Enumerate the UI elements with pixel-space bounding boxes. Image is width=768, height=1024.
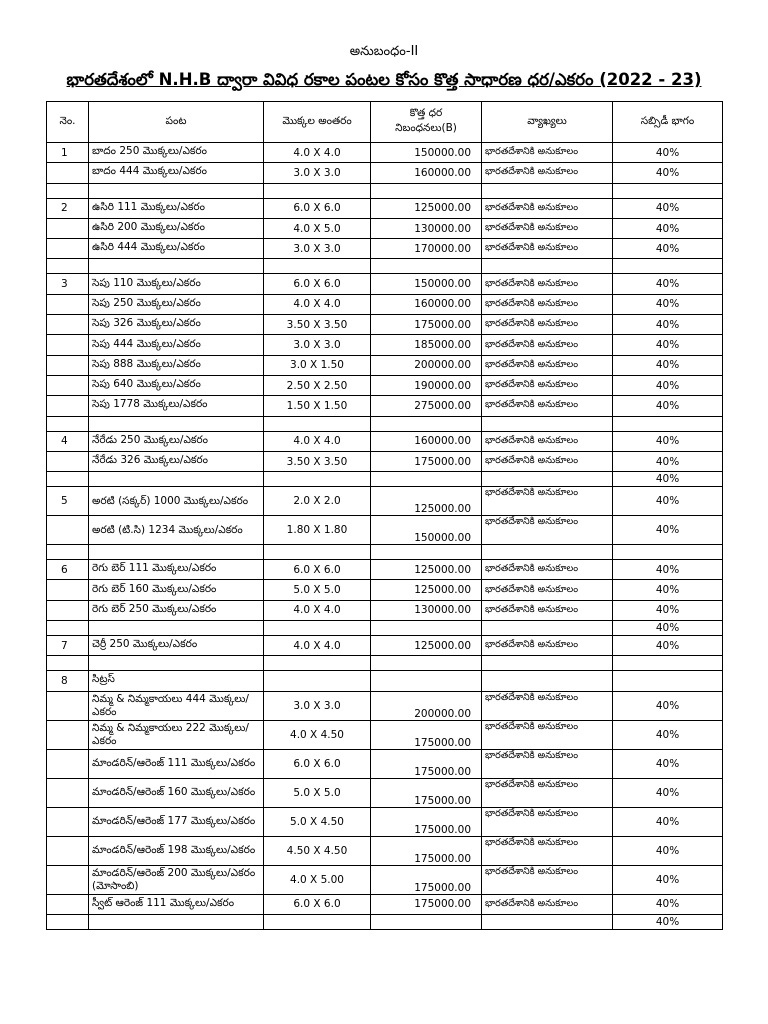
subsidy-cell: 40% — [613, 294, 723, 314]
table-spacer-row — [47, 259, 723, 274]
subsidy-cell: 40% — [613, 396, 723, 416]
header-no: నెం. — [47, 102, 89, 143]
row-number-cell — [47, 749, 89, 778]
crop-cell: బాదం 444 మొక్కలు/ఎకరం — [89, 163, 264, 183]
remark-cell: భారతదేశానికి అనుకూలం — [482, 431, 613, 451]
cost-cell: 160000.00 — [371, 163, 482, 183]
remark-cell: భారతదేశానికి అనుకూలం — [482, 396, 613, 416]
subsidy-cell: 40% — [613, 621, 723, 636]
row-number-cell — [47, 621, 89, 636]
spacing-cell: 4.0 X 4.0 — [264, 143, 371, 163]
spacing-cell: 4.0 X 4.0 — [264, 431, 371, 451]
table-spacer-row — [47, 183, 723, 198]
crop-cell: అరటి (సక్కర్) 1000 మొక్కలు/ఎకరం — [89, 487, 264, 516]
cost-cell: 175000.00 — [371, 865, 482, 894]
crop-cell: నేరేడు 326 మొక్కలు/ఎకరం — [89, 451, 264, 471]
table-row — [47, 335, 723, 355]
remark-cell: భారతదేశానికి అనుకూలం — [482, 315, 613, 335]
remark-cell: భారతదేశానికి అనుకూలం — [482, 516, 613, 545]
spacing-cell: 6.0 X 6.0 — [264, 560, 371, 580]
row-number-cell — [47, 865, 89, 894]
row-number-cell: 6 — [47, 560, 89, 580]
cost-cell: 185000.00 — [371, 335, 482, 355]
crop-cell: సెపు 444 మొక్కలు/ఎకరం — [89, 335, 264, 355]
subsidy-cell: 40% — [613, 472, 723, 487]
cost-cell: 125000.00 — [371, 580, 482, 600]
spacing-cell — [264, 671, 371, 691]
table-row — [47, 836, 723, 865]
subsidy-cell — [613, 656, 723, 671]
row-number-cell — [47, 183, 89, 198]
remark-cell: భారతదేశానికి అనుకూలం — [482, 355, 613, 375]
remark-cell: భారతదేశానికి అనుకూలం — [482, 749, 613, 778]
cost-cell: 175000.00 — [371, 894, 482, 914]
cost-cell: 175000.00 — [371, 836, 482, 865]
row-number-cell — [47, 259, 89, 274]
row-number-cell — [47, 218, 89, 238]
spacing-cell — [264, 416, 371, 431]
cost-cell — [371, 259, 482, 274]
spacing-cell: 3.0 X 3.0 — [264, 691, 371, 720]
crop-cell: రెగు బెర్ 111 మొక్కలు/ఎకరం — [89, 560, 264, 580]
row-number-cell — [47, 451, 89, 471]
table-row — [47, 807, 723, 836]
table-row — [47, 315, 723, 335]
row-number-cell — [47, 472, 89, 487]
remark-cell — [482, 914, 613, 929]
table-row — [47, 294, 723, 314]
subsidy-cell: 40% — [613, 691, 723, 720]
row-number-cell — [47, 315, 89, 335]
row-number-cell — [47, 163, 89, 183]
table-header-row — [47, 102, 723, 143]
table-row — [47, 749, 723, 778]
subsidy-cell: 40% — [613, 431, 723, 451]
cost-cell: 130000.00 — [371, 600, 482, 620]
table-spacer-row — [47, 472, 723, 487]
remark-cell — [482, 183, 613, 198]
remark-cell: భారతదేశానికి అనుకూలం — [482, 865, 613, 894]
row-number-cell — [47, 600, 89, 620]
remark-cell: భారతదేశానికి అనుకూలం — [482, 375, 613, 395]
crop-cell: ఉసిరి 111 మొక్కలు/ఎకరం — [89, 198, 264, 218]
subsidy-cell: 40% — [613, 143, 723, 163]
crop-cell — [89, 259, 264, 274]
table-row — [47, 560, 723, 580]
subsidy-cell: 40% — [613, 580, 723, 600]
table-row — [47, 274, 723, 294]
cost-cell: 200000.00 — [371, 355, 482, 375]
cost-cell: 125000.00 — [371, 487, 482, 516]
row-number-cell: 5 — [47, 487, 89, 516]
crop-cell: మాండరిన్/ఆరెంజ్ 200 మొక్కలు/ఎకరం (మోసాంబి) — [89, 865, 264, 894]
spacing-cell: 3.0 X 3.0 — [264, 239, 371, 259]
table-row — [47, 636, 723, 656]
table-row — [47, 355, 723, 375]
cost-cell: 170000.00 — [371, 239, 482, 259]
cost-cell: 175000.00 — [371, 720, 482, 749]
crop-cell: ఉసిరి 200 మొక్కలు/ఎకరం — [89, 218, 264, 238]
remark-cell: భారతదేశానికి అనుకూలం — [482, 600, 613, 620]
crop-cell: మాండరిన్/ఆరెంజ్ 160 మొక్కలు/ఎకరం — [89, 778, 264, 807]
crop-cell: అరటి (టి.సి) 1234 మొక్కలు/ఎకరం — [89, 516, 264, 545]
subsidy-cell: 40% — [613, 778, 723, 807]
crop-cell: రెగు బెర్ 160 మొక్కలు/ఎకరం — [89, 580, 264, 600]
table-row — [47, 218, 723, 238]
remark-cell: భారతదేశానికి అనుకూలం — [482, 143, 613, 163]
remark-cell: భారతదేశానికి అనుకూలం — [482, 239, 613, 259]
spacing-cell: 3.50 X 3.50 — [264, 315, 371, 335]
table-row — [47, 163, 723, 183]
subsidy-cell: 40% — [613, 239, 723, 259]
cost-cell — [371, 621, 482, 636]
cost-cell: 200000.00 — [371, 691, 482, 720]
row-number-cell: 4 — [47, 431, 89, 451]
subsidy-cell: 40% — [613, 163, 723, 183]
table-row — [47, 451, 723, 471]
crop-cell: స్వీట్ ఆరెంజ్ 111 మొక్కలు/ఎకరం — [89, 894, 264, 914]
crop-cell — [89, 472, 264, 487]
crop-cell: నిమ్మ & నిమ్మకాయలు 222 మొక్కలు/ఎకరం — [89, 720, 264, 749]
row-number-cell — [47, 914, 89, 929]
table-row — [47, 671, 723, 691]
crop-cell — [89, 656, 264, 671]
cost-cell: 190000.00 — [371, 375, 482, 395]
spacing-cell: 2.0 X 2.0 — [264, 487, 371, 516]
remark-cell: భారతదేశానికి అనుకూలం — [482, 198, 613, 218]
remark-cell: భారతదేశానికి అనుకూలం — [482, 720, 613, 749]
subsidy-cell: 40% — [613, 914, 723, 929]
cost-cell: 175000.00 — [371, 778, 482, 807]
table-row — [47, 431, 723, 451]
row-number-cell: 8 — [47, 671, 89, 691]
header-remarks: వ్యాఖ్యలు — [482, 102, 613, 143]
table-row — [47, 396, 723, 416]
remark-cell: భారతదేశానికి అనుకూలం — [482, 691, 613, 720]
crop-cell: సెపు 1778 మొక్కలు/ఎకరం — [89, 396, 264, 416]
row-number-cell: 2 — [47, 198, 89, 218]
cost-cell: 125000.00 — [371, 636, 482, 656]
cost-cell: 130000.00 — [371, 218, 482, 238]
crop-cell: బాదం 250 మొక్కలు/ఎకరం — [89, 143, 264, 163]
row-number-cell — [47, 807, 89, 836]
header-cost-line2: నిబంధనలు(B) — [395, 122, 457, 134]
subsidy-cell: 40% — [613, 600, 723, 620]
spacing-cell — [264, 183, 371, 198]
remark-cell: భారతదేశానికి అనుకూలం — [482, 560, 613, 580]
subsidy-cell — [613, 259, 723, 274]
table-row — [47, 198, 723, 218]
crop-cell: నేరేడు 250 మొక్కలు/ఎకరం — [89, 431, 264, 451]
subsidy-cell: 40% — [613, 451, 723, 471]
spacing-cell: 1.50 X 1.50 — [264, 396, 371, 416]
crop-cell: సిట్రస్ — [89, 671, 264, 691]
table-row — [47, 239, 723, 259]
row-number-cell — [47, 294, 89, 314]
table-spacer-row — [47, 621, 723, 636]
remark-cell — [482, 545, 613, 560]
cost-cell: 150000.00 — [371, 143, 482, 163]
row-number-cell: 1 — [47, 143, 89, 163]
subsidy-cell: 40% — [613, 355, 723, 375]
header-crop: పంట — [89, 102, 264, 143]
table-row — [47, 720, 723, 749]
spacing-cell — [264, 472, 371, 487]
crop-cell: చెర్రీ 250 మొక్కలు/ఎకరం — [89, 636, 264, 656]
row-number-cell: 7 — [47, 636, 89, 656]
table-spacer-row — [47, 545, 723, 560]
crop-cell: మాండరిన్/ఆరెంజ్ 177 మొక్కలు/ఎకరం — [89, 807, 264, 836]
remark-cell: భారతదేశానికి అనుకూలం — [482, 294, 613, 314]
cost-cell: 125000.00 — [371, 198, 482, 218]
row-number-cell — [47, 396, 89, 416]
subsidy-cell: 40% — [613, 836, 723, 865]
spacing-cell: 5.0 X 5.0 — [264, 580, 371, 600]
row-number-cell — [47, 375, 89, 395]
remark-cell — [482, 621, 613, 636]
crop-cell: మాండరిన్/ఆరెంజ్ 111 మొక్కలు/ఎకరం — [89, 749, 264, 778]
spacing-cell: 4.0 X 4.0 — [264, 294, 371, 314]
remark-cell — [482, 671, 613, 691]
table-row — [47, 865, 723, 894]
crop-cell: నిమ్మ & నిమ్మకాయలు 444 మొక్కలు/ఎకరం — [89, 691, 264, 720]
subsidy-cell: 40% — [613, 807, 723, 836]
cost-cell: 175000.00 — [371, 749, 482, 778]
crop-cell — [89, 545, 264, 560]
row-number-cell — [47, 894, 89, 914]
table-row — [47, 375, 723, 395]
cost-cell: 175000.00 — [371, 807, 482, 836]
table-spacer-row — [47, 656, 723, 671]
row-number-cell — [47, 656, 89, 671]
row-number-cell — [47, 545, 89, 560]
remark-cell: భారతదేశానికి అనుకూలం — [482, 274, 613, 294]
spacing-cell: 4.0 X 5.00 — [264, 865, 371, 894]
spacing-cell: 3.0 X 1.50 — [264, 355, 371, 375]
subsidy-cell: 40% — [613, 335, 723, 355]
cost-cell — [371, 416, 482, 431]
cost-cell — [371, 671, 482, 691]
cost-cell: 160000.00 — [371, 294, 482, 314]
header-subsidy: సబ్సిడీ భాగం — [613, 102, 723, 143]
remark-cell: భారతదేశానికి అనుకూలం — [482, 778, 613, 807]
spacing-cell: 2.50 X 2.50 — [264, 375, 371, 395]
crop-cell — [89, 416, 264, 431]
remark-cell: భారతదేశానికి అనుకూలం — [482, 836, 613, 865]
subsidy-cell: 40% — [613, 560, 723, 580]
table-body — [47, 143, 723, 930]
remark-cell: భారతదేశానికి అనుకూలం — [482, 807, 613, 836]
spacing-cell: 4.50 X 4.50 — [264, 836, 371, 865]
remark-cell: భారతదేశానికి అనుకూలం — [482, 218, 613, 238]
cost-cell — [371, 545, 482, 560]
spacing-cell: 4.0 X 4.0 — [264, 636, 371, 656]
subsidy-cell: 40% — [613, 894, 723, 914]
table-row — [47, 516, 723, 545]
remark-cell — [482, 472, 613, 487]
spacing-cell — [264, 259, 371, 274]
table-row — [47, 487, 723, 516]
table-row — [47, 691, 723, 720]
spacing-cell — [264, 545, 371, 560]
subsidy-cell: 40% — [613, 749, 723, 778]
row-number-cell — [47, 720, 89, 749]
subsidy-cell: 40% — [613, 865, 723, 894]
remark-cell: భారతదేశానికి అనుకూలం — [482, 487, 613, 516]
spacing-cell: 4.0 X 4.50 — [264, 720, 371, 749]
table-row — [47, 580, 723, 600]
row-number-cell — [47, 416, 89, 431]
spacing-cell: 1.80 X 1.80 — [264, 516, 371, 545]
row-number-cell: 3 — [47, 274, 89, 294]
crop-cell — [89, 183, 264, 198]
remark-cell — [482, 656, 613, 671]
crop-cell: సెపు 110 మొక్కలు/ఎకరం — [89, 274, 264, 294]
spacing-cell: 6.0 X 6.0 — [264, 749, 371, 778]
row-number-cell — [47, 516, 89, 545]
cost-cell: 150000.00 — [371, 274, 482, 294]
cost-cell — [371, 472, 482, 487]
spacing-cell: 3.0 X 3.0 — [264, 163, 371, 183]
subsidy-cell: 40% — [613, 198, 723, 218]
row-number-cell — [47, 778, 89, 807]
cost-cell — [371, 183, 482, 198]
crop-cost-table — [46, 101, 723, 930]
table-spacer-row — [47, 416, 723, 431]
crop-cell: సెపు 250 మొక్కలు/ఎకరం — [89, 294, 264, 314]
spacing-cell: 3.0 X 3.0 — [264, 335, 371, 355]
table-spacer-row — [47, 914, 723, 929]
table-row — [47, 143, 723, 163]
subsidy-cell: 40% — [613, 218, 723, 238]
document-title: భారతదేశంలో N.H.B ద్వారా వివిధ రకాల పంటల కోసం కొత్త సాధారణ ధర/ఎకరం (2022 - 23) — [66, 70, 702, 89]
cost-cell: 160000.00 — [371, 431, 482, 451]
remark-cell: భారతదేశానికి అనుకూలం — [482, 163, 613, 183]
crop-cell — [89, 914, 264, 929]
header-cost-line1: కొత్త ధర — [409, 107, 443, 119]
subsidy-cell — [613, 416, 723, 431]
crop-cell: రెగు బెర్ 250 మొక్కలు/ఎకరం — [89, 600, 264, 620]
header-cost — [371, 102, 482, 143]
cost-cell: 175000.00 — [371, 451, 482, 471]
row-number-cell — [47, 355, 89, 375]
spacing-cell — [264, 656, 371, 671]
header-spacing: మొక్కల అంతరం — [264, 102, 371, 143]
table-row — [47, 600, 723, 620]
table-row — [47, 894, 723, 914]
subsidy-cell: 40% — [613, 720, 723, 749]
crop-cell: మాండరిన్/ఆరెంజ్ 198 మొక్కలు/ఎకరం — [89, 836, 264, 865]
cost-cell: 125000.00 — [371, 560, 482, 580]
spacing-cell: 4.0 X 5.0 — [264, 218, 371, 238]
cost-cell: 275000.00 — [371, 396, 482, 416]
remark-cell — [482, 416, 613, 431]
subsidy-cell — [613, 545, 723, 560]
subsidy-cell — [613, 183, 723, 198]
subsidy-cell: 40% — [613, 516, 723, 545]
spacing-cell: 6.0 X 6.0 — [264, 198, 371, 218]
crop-cell — [89, 621, 264, 636]
spacing-cell — [264, 914, 371, 929]
cost-cell — [371, 656, 482, 671]
spacing-cell: 5.0 X 5.0 — [264, 778, 371, 807]
subsidy-cell: 40% — [613, 636, 723, 656]
crop-cell: సెపు 888 మొక్కలు/ఎకరం — [89, 355, 264, 375]
subsidy-cell: 40% — [613, 375, 723, 395]
cost-cell — [371, 914, 482, 929]
annexure-label: అనుబంధం-II — [349, 44, 419, 59]
crop-cell: సెపు 326 మొక్కలు/ఎకరం — [89, 315, 264, 335]
row-number-cell — [47, 691, 89, 720]
remark-cell: భారతదేశానికి అనుకూలం — [482, 894, 613, 914]
remark-cell: భారతదేశానికి అనుకూలం — [482, 580, 613, 600]
crop-cell: ఉసిరి 444 మొక్కలు/ఎకరం — [89, 239, 264, 259]
remark-cell: భారతదేశానికి అనుకూలం — [482, 636, 613, 656]
spacing-cell: 5.0 X 4.50 — [264, 807, 371, 836]
row-number-cell — [47, 335, 89, 355]
cost-cell: 175000.00 — [371, 315, 482, 335]
remark-cell — [482, 259, 613, 274]
subsidy-cell — [613, 671, 723, 691]
remark-cell: భారతదేశానికి అనుకూలం — [482, 451, 613, 471]
spacing-cell: 4.0 X 4.0 — [264, 600, 371, 620]
subsidy-cell: 40% — [613, 274, 723, 294]
spacing-cell: 6.0 X 6.0 — [264, 274, 371, 294]
subsidy-cell: 40% — [613, 315, 723, 335]
spacing-cell: 3.50 X 3.50 — [264, 451, 371, 471]
crop-cell: సెపు 640 మొక్కలు/ఎకరం — [89, 375, 264, 395]
table-row — [47, 778, 723, 807]
cost-cell: 150000.00 — [371, 516, 482, 545]
row-number-cell — [47, 239, 89, 259]
subsidy-cell: 40% — [613, 487, 723, 516]
spacing-cell — [264, 621, 371, 636]
row-number-cell — [47, 836, 89, 865]
spacing-cell: 6.0 X 6.0 — [264, 894, 371, 914]
remark-cell: భారతదేశానికి అనుకూలం — [482, 335, 613, 355]
row-number-cell — [47, 580, 89, 600]
